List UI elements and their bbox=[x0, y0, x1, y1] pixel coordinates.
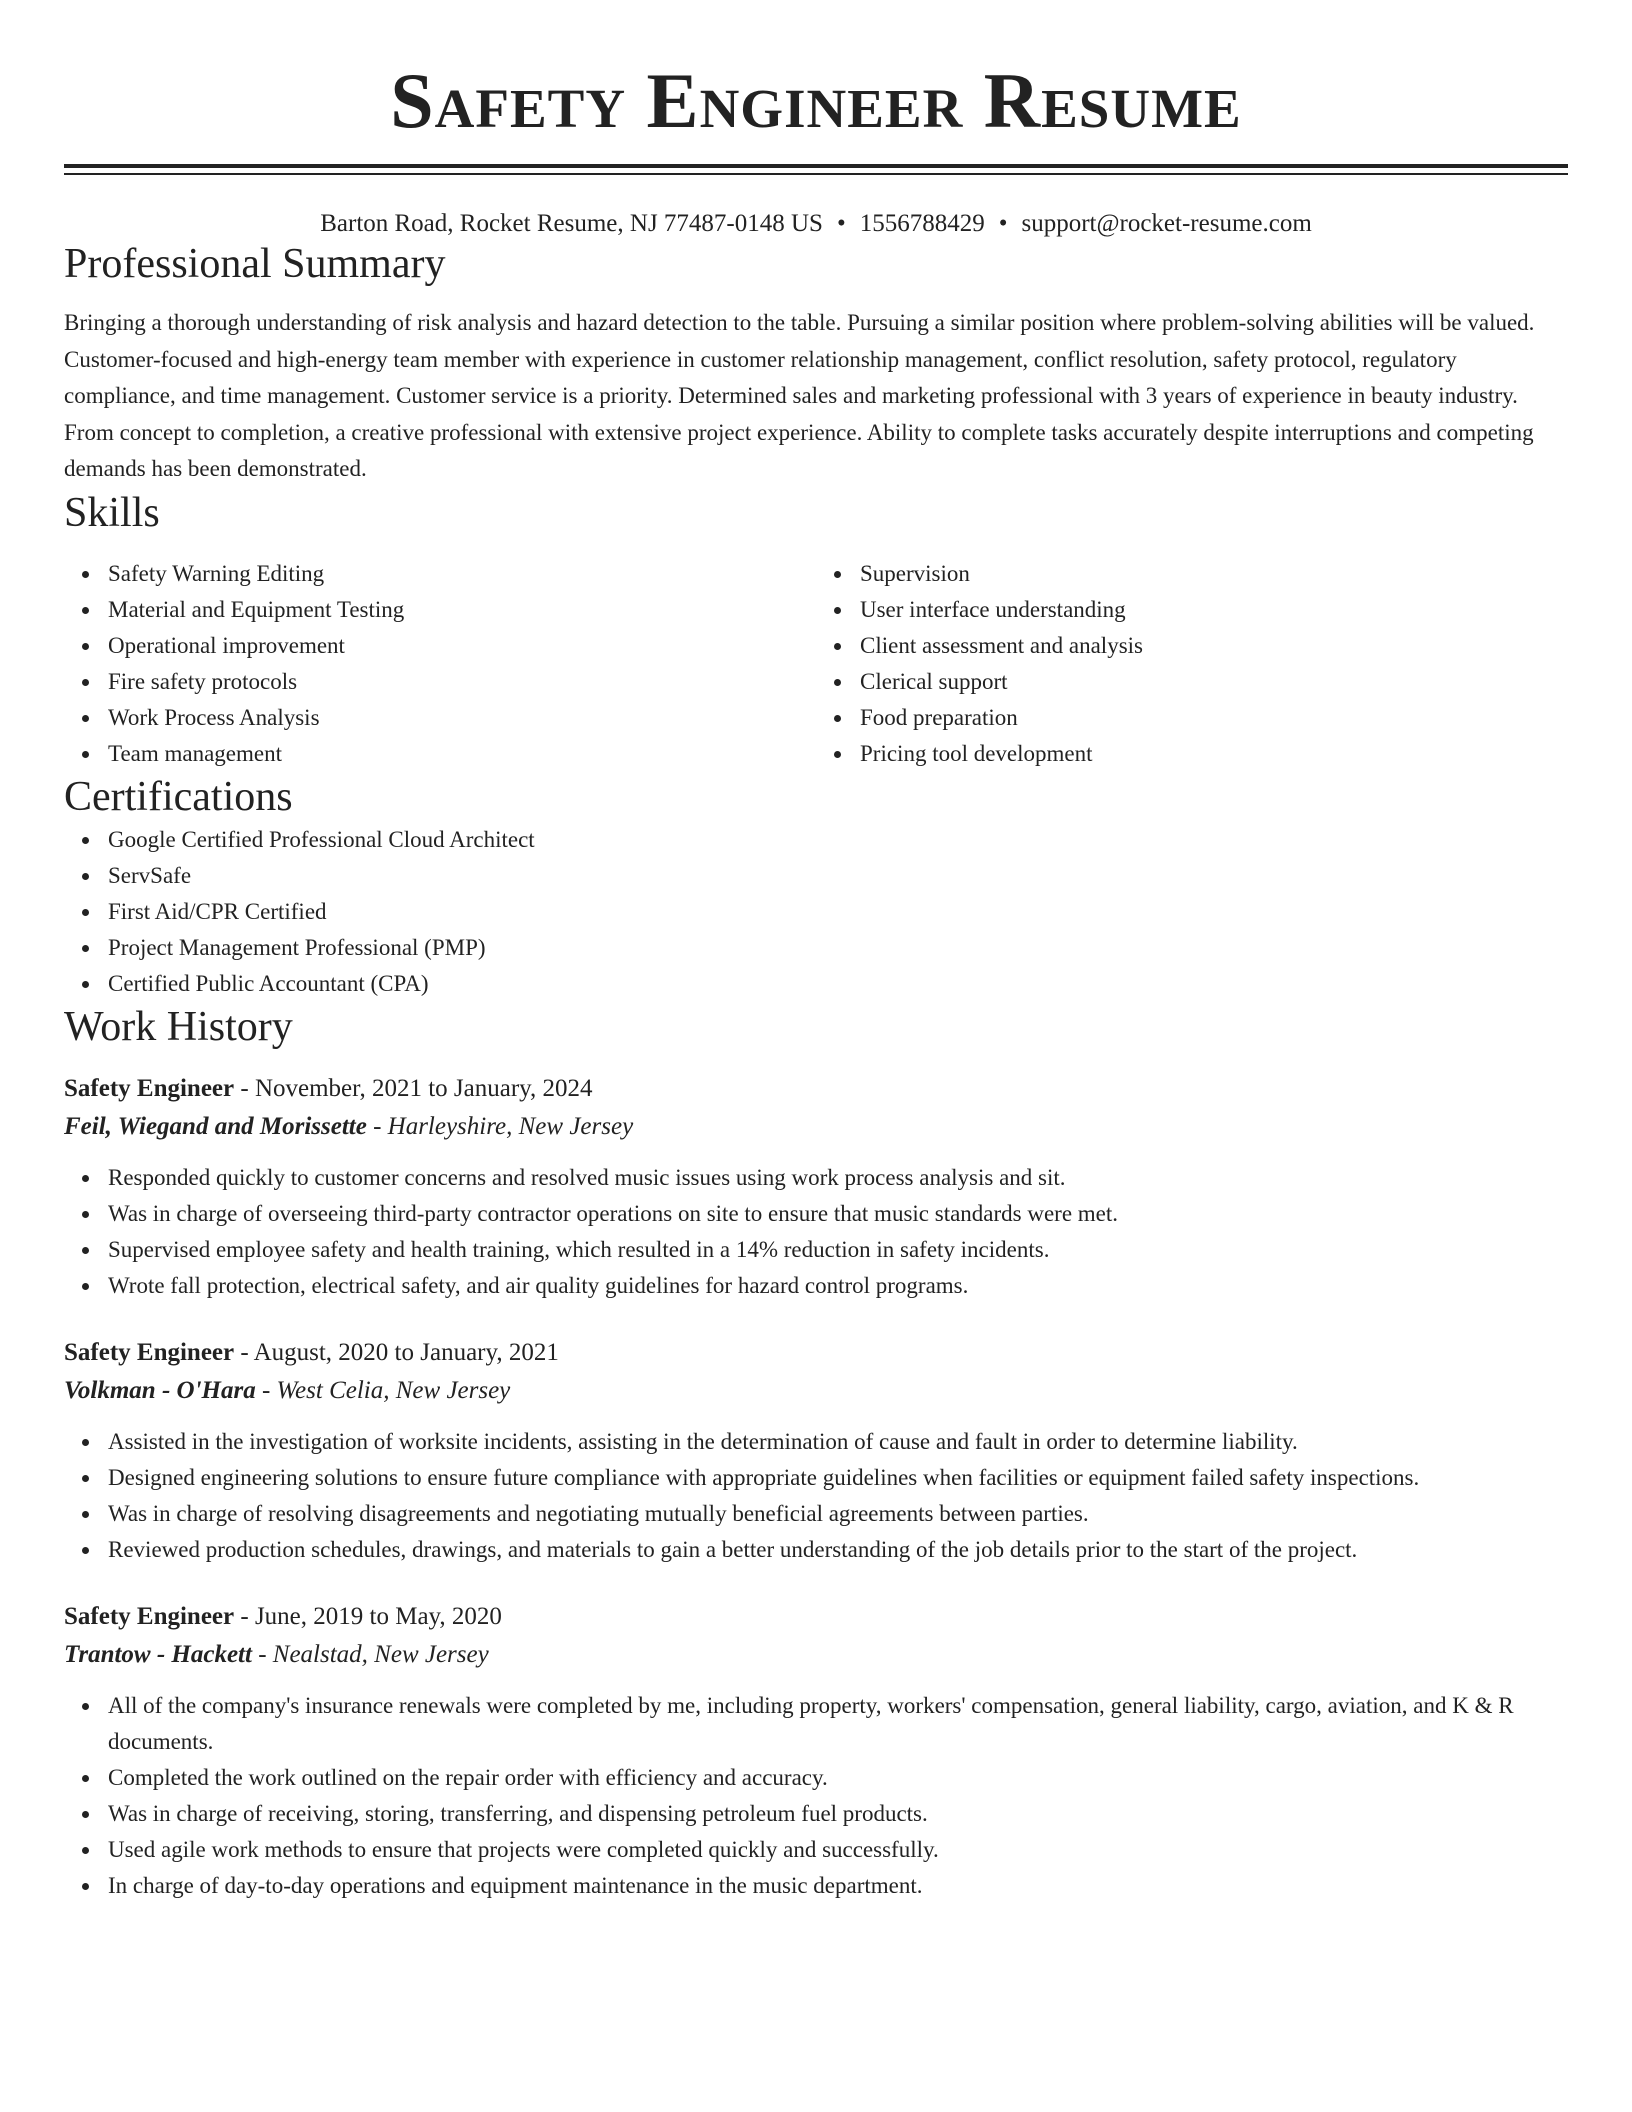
page-title: Safety Engineer Resume bbox=[390, 57, 1242, 144]
job-company: Volkman - O'Hara bbox=[64, 1376, 256, 1404]
job-entry bbox=[64, 1070, 1568, 1304]
certifications-list bbox=[64, 822, 1568, 1002]
job-dates: - November, 2021 to January, 2024 bbox=[234, 1074, 593, 1102]
skill-item: Work Process Analysis bbox=[108, 700, 816, 736]
skills-list-left bbox=[64, 556, 816, 772]
skills-columns bbox=[64, 556, 1568, 772]
skills-list-right bbox=[816, 556, 1568, 772]
work-history-heading: Work History bbox=[64, 1003, 293, 1050]
job-duties-list bbox=[64, 1160, 1568, 1304]
contact-phone: 1556788429 bbox=[859, 210, 985, 237]
contact-address: Barton Road, Rocket Resume, NJ 77487-0148 US bbox=[320, 210, 823, 237]
skill-item: Clerical support bbox=[860, 664, 1568, 700]
job-duty: Assisted in the investigation of worksite incidents, assisting in the determination of cause and fault in order to determine liability. bbox=[108, 1424, 1568, 1460]
job-duty: Reviewed production schedules, drawings, and materials to gain a better understanding of the job details prior to the start of the project. bbox=[108, 1532, 1568, 1568]
job-dates: - June, 2019 to May, 2020 bbox=[234, 1602, 502, 1630]
skill-item: Team management bbox=[108, 736, 816, 772]
skill-item: Supervision bbox=[860, 556, 1568, 592]
skill-item: Material and Equipment Testing bbox=[108, 592, 816, 628]
title-divider-thick bbox=[64, 164, 1568, 168]
skill-item: Client assessment and analysis bbox=[860, 628, 1568, 664]
job-duty: Supervised employee safety and health training, which resulted in a 14% reduction in safety incidents. bbox=[108, 1232, 1568, 1268]
skill-item: Safety Warning Editing bbox=[108, 556, 816, 592]
certification-item: Project Management Professional (PMP) bbox=[108, 930, 1568, 966]
job-duty: Was in charge of resolving disagreements and negotiating mutually beneficial agreements between parties. bbox=[108, 1496, 1568, 1532]
skill-item: Fire safety protocols bbox=[108, 664, 816, 700]
job-title-line bbox=[64, 1598, 1568, 1636]
certifications-heading: Certifications bbox=[64, 773, 293, 820]
skill-item: Operational improvement bbox=[108, 628, 816, 664]
job-company: Feil, Wiegand and Morissette bbox=[64, 1112, 367, 1140]
job-duty: Used agile work methods to ensure that projects were completed quickly and successfully. bbox=[108, 1832, 1568, 1868]
job-company-line bbox=[64, 1108, 1568, 1146]
job-role: Safety Engineer bbox=[64, 1338, 235, 1366]
contact-separator: • bbox=[836, 210, 846, 237]
job-role: Safety Engineer bbox=[64, 1602, 235, 1630]
job-role: Safety Engineer bbox=[64, 1074, 235, 1102]
certification-item: Google Certified Professional Cloud Architect bbox=[108, 822, 1568, 858]
job-duty: All of the company's insurance renewals were completed by me, including property, workers' compensation, general liability, cargo, aviation, and K & R documents. bbox=[108, 1688, 1568, 1760]
job-location: - Nealstad, New Jersey bbox=[251, 1640, 489, 1668]
job-duty: Designed engineering solutions to ensure future compliance with appropriate guidelines when facilities or equipment failed safety inspections. bbox=[108, 1460, 1568, 1496]
job-company-line bbox=[64, 1372, 1568, 1410]
skill-item: Food preparation bbox=[860, 700, 1568, 736]
job-duties-list bbox=[64, 1424, 1568, 1568]
job-location: - West Celia, New Jersey bbox=[255, 1376, 511, 1404]
certification-item: ServSafe bbox=[108, 858, 1568, 894]
job-duties-list bbox=[64, 1688, 1568, 1904]
job-entry bbox=[64, 1334, 1568, 1568]
contact-email: support@rocket-resume.com bbox=[1021, 210, 1312, 237]
contact-separator: • bbox=[998, 210, 1008, 237]
skill-item: Pricing tool development bbox=[860, 736, 1568, 772]
job-company: Trantow - Hackett bbox=[64, 1640, 252, 1668]
summary-heading: Professional Summary bbox=[64, 241, 446, 287]
contact-line bbox=[64, 209, 1568, 239]
job-title-line bbox=[64, 1070, 1568, 1108]
certification-item: First Aid/CPR Certified bbox=[108, 894, 1568, 930]
job-duty: Was in charge of receiving, storing, transferring, and dispensing petroleum fuel products. bbox=[108, 1796, 1568, 1832]
title-divider-thin bbox=[64, 173, 1568, 175]
certification-item: Certified Public Accountant (CPA) bbox=[108, 966, 1568, 1002]
skills-heading: Skills bbox=[64, 489, 160, 536]
job-dates: - August, 2020 to January, 2021 bbox=[234, 1338, 559, 1366]
skill-item: User interface understanding bbox=[860, 592, 1568, 628]
job-duty: Wrote fall protection, electrical safety, and air quality guidelines for hazard control programs. bbox=[108, 1268, 1568, 1304]
job-company-line bbox=[64, 1636, 1568, 1674]
job-title-line bbox=[64, 1334, 1568, 1372]
job-duty: Responded quickly to customer concerns and resolved music issues using work process analysis and sit. bbox=[108, 1160, 1568, 1196]
job-location: - Harleyshire, New Jersey bbox=[366, 1112, 634, 1140]
job-duty: Completed the work outlined on the repair order with efficiency and accuracy. bbox=[108, 1760, 1568, 1796]
job-duty: Was in charge of overseeing third-party contractor operations on site to ensure that music standards were met. bbox=[108, 1196, 1568, 1232]
summary-text: Bringing a thorough understanding of risk analysis and hazard detection to the table. Pursuing a similar position where problem-solving abilities will be valued. Customer-focused and high-energy team member with experience in customer relationship management, conflict resolution, safety protocol, regulatory compliance, and time management. Customer service is a priority. Determined sales and marketing professional with 3 years of experience in beauty industry. From concept to completion, a creative professional with extensive project experience. Ability to complete tasks accurately despite interruptions and competing demands has been demonstrated. bbox=[64, 310, 1535, 481]
job-duty: In charge of day-to-day operations and equipment maintenance in the music department. bbox=[108, 1868, 1568, 1904]
job-entry bbox=[64, 1598, 1568, 1904]
